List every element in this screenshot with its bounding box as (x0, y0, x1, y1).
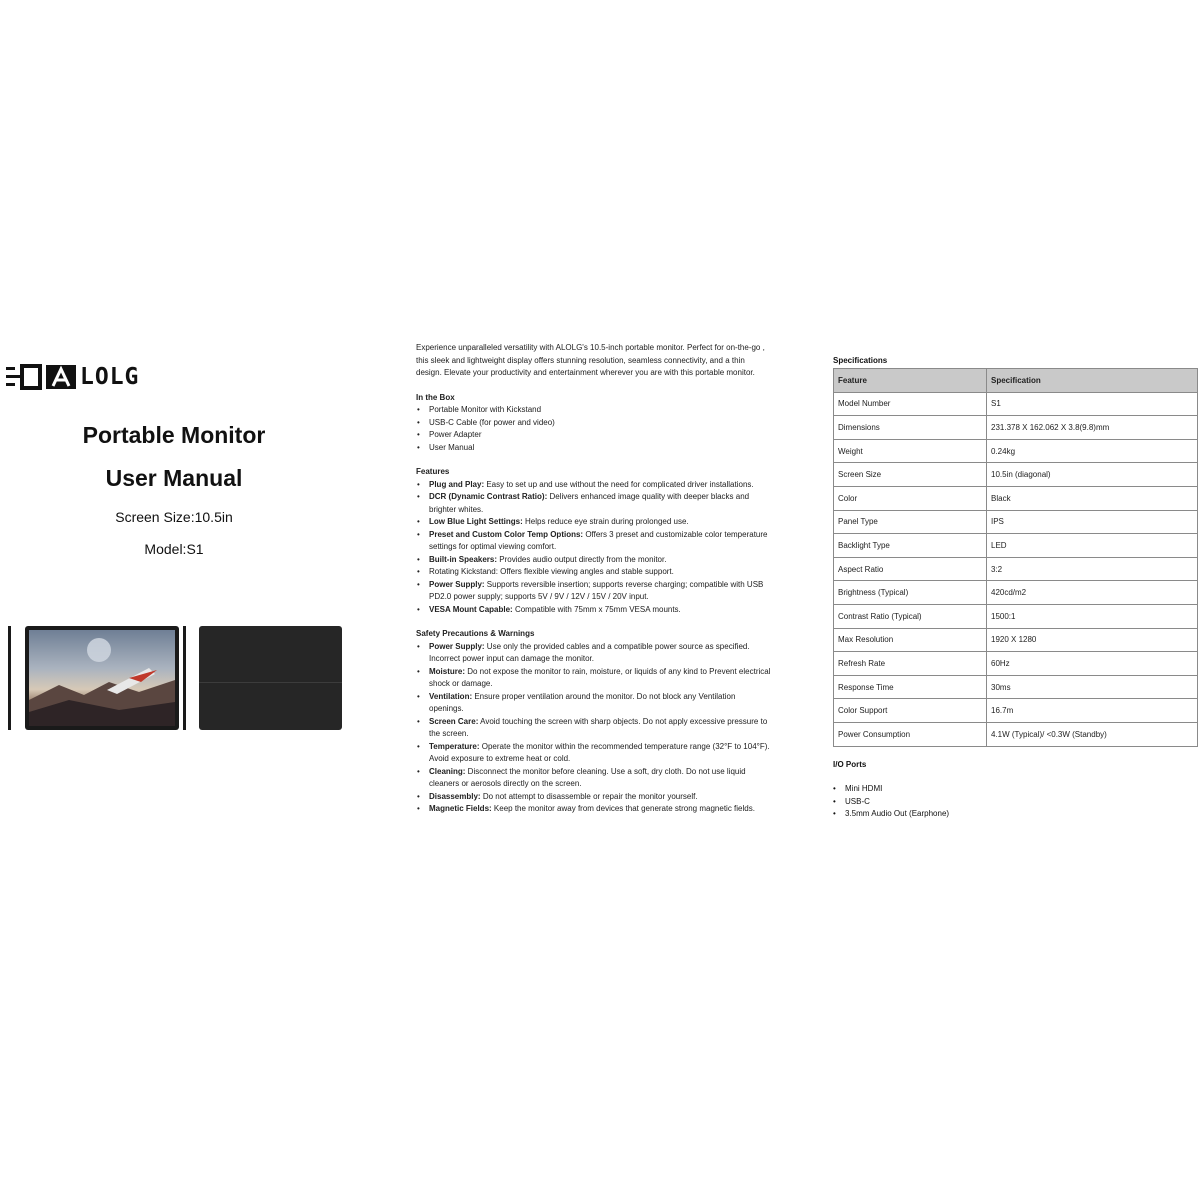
table-header-row (834, 369, 1198, 393)
table-row: Power Consumption 4.1W (Typical)/ <0.3W (Standby) (834, 722, 1198, 746)
io-ports-heading: I/O Ports (833, 760, 867, 769)
table-row: Brightness (Typical) 420cd/m2 (834, 581, 1198, 605)
table-row: Response Time 30ms (834, 675, 1198, 699)
list-item: • Cleaning: Disconnect the monitor before cleaning. Use a soft, dry cloth. Do not use liquid cleaners or aerosols directly on the screen. (416, 766, 772, 791)
logo-mark-icon (6, 362, 78, 392)
table-row: Panel Type IPS (834, 510, 1198, 534)
list-item: • Temperature: Operate the monitor within the recommended temperature range (32°F to 104°F). Avoid exposure to extreme heat or cold. (416, 741, 772, 766)
column-header-feature: Feature (834, 369, 987, 393)
in-the-box-list (416, 404, 772, 454)
column-header-specification: Specification (987, 369, 1198, 393)
list-item: • USB-C (833, 796, 949, 809)
table-row: Color Support 16.7m (834, 699, 1198, 723)
table-row: Weight 0.24kg (834, 439, 1198, 463)
list-item: • Low Blue Light Settings: Helps reduce eye strain during prolonged use. (416, 516, 772, 529)
list-item: • Mini HDMI (833, 783, 949, 796)
table-row: Backlight Type LED (834, 534, 1198, 558)
table-row: Screen Size 10.5in (diagonal) (834, 463, 1198, 487)
intro-paragraph: Experience unparalleled versatility with ALOLG's 10.5-inch portable monitor. Perfect for on-the-go , this sleek and lightweight display offers stunning resolution, seamless connectivity, and a thin design. Elevate your productivity and entertainment wherever you are with this portable monitor. (416, 343, 765, 377)
table-row: Model Number S1 (834, 392, 1198, 416)
list-item: • DCR (Dynamic Contrast Ratio): Delivers enhanced image quality with deeper blacks and brighter whites. (416, 491, 772, 516)
logo-text: LOLG (80, 364, 140, 390)
list-item: • Built-in Speakers: Provides audio output directly from the monitor. (416, 554, 772, 567)
list-item: • Plug and Play: Easy to set up and use without the need for complicated driver installations. (416, 479, 772, 492)
manual-body (416, 342, 772, 816)
manual-title-line2: User Manual (105, 465, 243, 491)
specifications-table (833, 368, 1198, 747)
manual-title-line1: Portable Monitor (82, 422, 266, 448)
list-item: • Power Adapter (416, 429, 772, 442)
io-ports-list (833, 783, 949, 821)
list-item: • Power Supply: Use only the provided cables and a compatible power source as specified. Incorrect power input can damage the monitor. (416, 641, 772, 666)
monitor-side-view-left (8, 626, 11, 730)
safety-heading: Safety Precautions & Warnings (416, 629, 535, 638)
list-item: • VESA Mount Capable: Compatible with 75mm x 75mm VESA mounts. (416, 604, 772, 617)
monitor-back-image (199, 626, 342, 730)
list-item: • Power Supply: Supports reversible insertion; supports reverse charging; compatible with USB PD2.0 power supply; supports 5V / 9V / 12V / 15V / 20V input. (416, 579, 772, 604)
features-list (416, 479, 772, 617)
list-item: • Disassembly: Do not attempt to disassemble or repair the monitor yourself. (416, 791, 772, 804)
table-row: Contrast Ratio (Typical) 1500:1 (834, 604, 1198, 628)
brand-logo (6, 362, 140, 392)
screen-size-label: Screen Size:10.5in (115, 509, 233, 525)
monitor-screen-image (29, 630, 175, 726)
model-label: Model:S1 (144, 541, 204, 557)
list-item: • Ventilation: Ensure proper ventilation around the monitor. Do not block any Ventilation openings. (416, 691, 772, 716)
list-item: • Preset and Custom Color Temp Options: Offers 3 preset and customizable color temperature settings for optimal viewing comfort. (416, 529, 772, 554)
list-item: • USB-C Cable (for power and video) (416, 417, 772, 430)
features-heading: Features (416, 467, 450, 476)
list-item: • Portable Monitor with Kickstand (416, 404, 772, 417)
list-item: • 3.5mm Audio Out (Earphone) (833, 808, 949, 821)
table-row: Dimensions 231.378 X 162.062 X 3.8(9.8)mm (834, 416, 1198, 440)
list-item: • User Manual (416, 442, 772, 455)
list-item: • Screen Care: Avoid touching the screen with sharp objects. Do not apply excessive pressure to the screen. (416, 716, 772, 741)
list-item: • Rotating Kickstand: Offers flexible viewing angles and stable support. (416, 566, 772, 579)
monitor-front-image (25, 626, 179, 730)
list-item: • Moisture: Do not expose the monitor to rain, moisture, or liquids of any kind to Prevent electrical shock or damage. (416, 666, 772, 691)
list-item: • Magnetic Fields: Keep the monitor away from devices that generate strong magnetic fields. (416, 803, 772, 816)
in-the-box-heading: In the Box (416, 392, 455, 402)
table-row: Color Black (834, 486, 1198, 510)
monitor-side-view-right (183, 626, 186, 730)
specifications-heading: Specifications (833, 356, 888, 365)
safety-list (416, 641, 772, 816)
table-row: Aspect Ratio 3:2 (834, 557, 1198, 581)
kickstand-seam (199, 682, 342, 683)
table-row: Max Resolution 1920 X 1280 (834, 628, 1198, 652)
table-row: Refresh Rate 60Hz (834, 652, 1198, 676)
